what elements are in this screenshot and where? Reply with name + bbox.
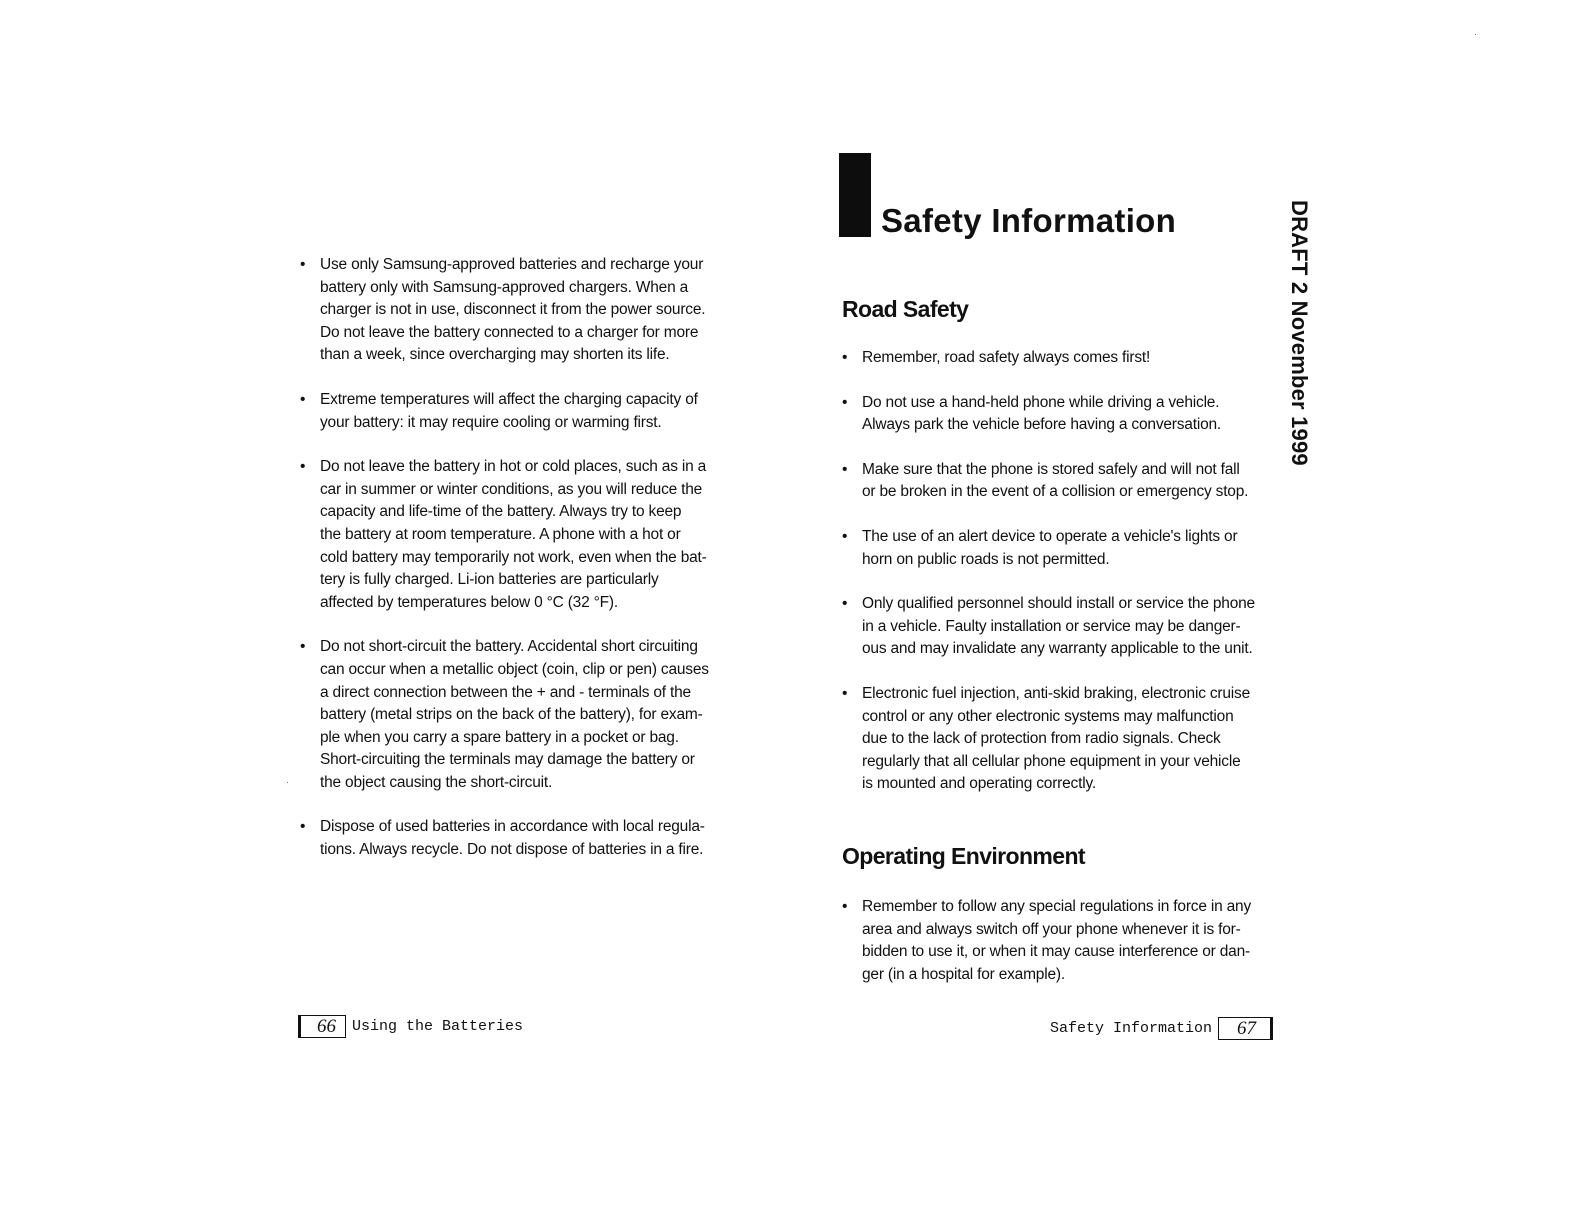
bullet-icon: •	[300, 458, 306, 476]
bullet-icon: •	[842, 393, 848, 411]
right-page-footer	[1044, 1017, 1273, 1040]
list-item	[300, 389, 740, 434]
list-item-text: Use only Samsung-approved batteries and recharge your battery only with Samsung-approved chargers. When a charger is not in use, disconnect it from the power source. Do not leave the battery connected to a charger for more than a week, since overcharging may shorten its life.	[320, 256, 706, 364]
list-item	[300, 816, 740, 861]
bullet-icon: •	[842, 595, 848, 613]
draft-watermark: DRAFT 2 November 1999	[1287, 200, 1312, 466]
bullet-icon: •	[842, 898, 848, 915]
list-item	[842, 347, 1282, 370]
section-heading-operating-environment: Operating Environment	[842, 843, 1085, 869]
list-item-text: Dispose of used batteries in accordance with local regula- tions. Always recycle. Do not dispose of batteries in a fire.	[320, 818, 705, 859]
bullet-icon: •	[842, 349, 848, 366]
section-heading-road-safety: Road Safety	[842, 296, 969, 322]
left-page-bullet-list	[300, 254, 740, 884]
list-item-text: Remember, road safety always comes first!	[862, 349, 1151, 366]
bullet-icon: •	[842, 527, 848, 545]
title-bar-marker	[839, 153, 871, 237]
bullet-icon: •	[842, 460, 848, 478]
page-number: 66	[298, 1015, 346, 1038]
list-item-text: The use of an alert device to operate a vehicle's lights or horn on public roads is not permitted.	[862, 527, 1238, 568]
list-item	[842, 459, 1282, 504]
list-item	[842, 392, 1282, 437]
list-item-text: Do not leave the battery in hot or cold places, such as in a car in summer or winter conditions, as you will reduce the capacity and life-time of the battery. Always try to keep the battery at room temperature. A phone with a hot or cold battery may temporarily not work, even when the bat- tery is fully charged. Li-ion batteries are particularly affected by temperatures below 0 °C (32 °F).	[320, 458, 707, 611]
list-item	[842, 593, 1282, 661]
bullet-icon: •	[300, 390, 306, 408]
list-item-text: Do not short-circuit the battery. Accidental short circuiting can occur when a metallic object (coin, clip or pen) causes a direct connection between the + and - terminals of the battery (metal strips on the back of the battery), for exam- ple when you carry a spare battery in a pocket or bag. Short-circuiting the terminals may damage the battery or the object causing the short-circuit.	[320, 638, 709, 791]
list-item-text: Make sure that the phone is stored safely and will not fall or be broken in the event of a collision or emergency stop.	[862, 460, 1249, 501]
list-item-text: Do not use a hand-held phone while driving a vehicle. Always park the vehicle before having a conversation.	[862, 393, 1222, 434]
list-item-text: Extreme temperatures will affect the charging capacity of your battery: it may require cooling or warming first.	[320, 390, 698, 431]
list-item	[842, 896, 1282, 986]
page-title: Safety Information	[881, 202, 1177, 239]
list-item-text: Electronic fuel injection, anti-skid braking, electronic cruise control or any other electronic systems may malfunction due to the lack of protection from radio signals. Check regularly that all cellular phone equipment in your vehicle is mounted and operating correctly.	[862, 684, 1251, 793]
bullet-icon: •	[300, 818, 306, 836]
list-item	[842, 683, 1282, 796]
bullet-icon: •	[300, 256, 306, 273]
road-safety-bullet-list	[842, 347, 1282, 818]
list-item	[842, 526, 1282, 571]
scan-speck	[287, 782, 288, 783]
operating-environment-bullet-list	[842, 896, 1282, 986]
list-item-text: Remember to follow any special regulations in force in any area and always switch off your phone whenever it is for- bidden to use it, or when it may cause interference or dan- ger (in a hospital for example).	[862, 898, 1252, 983]
bullet-icon: •	[842, 684, 848, 702]
footer-section-title: Using the Batteries	[352, 1018, 524, 1035]
list-item	[300, 456, 740, 614]
scan-speck	[1475, 34, 1476, 35]
footer-section-title: Safety Information	[1050, 1020, 1213, 1037]
list-item-text: Only qualified personnel should install or service the phone in a vehicle. Faulty installation or service may be danger- ous and may invalidate any warranty applicable to the unit.	[862, 595, 1255, 658]
bullet-icon: •	[300, 638, 306, 656]
left-page-footer	[298, 1015, 529, 1038]
page-number: 67	[1218, 1017, 1273, 1040]
list-item	[300, 636, 740, 794]
list-item	[300, 254, 740, 367]
